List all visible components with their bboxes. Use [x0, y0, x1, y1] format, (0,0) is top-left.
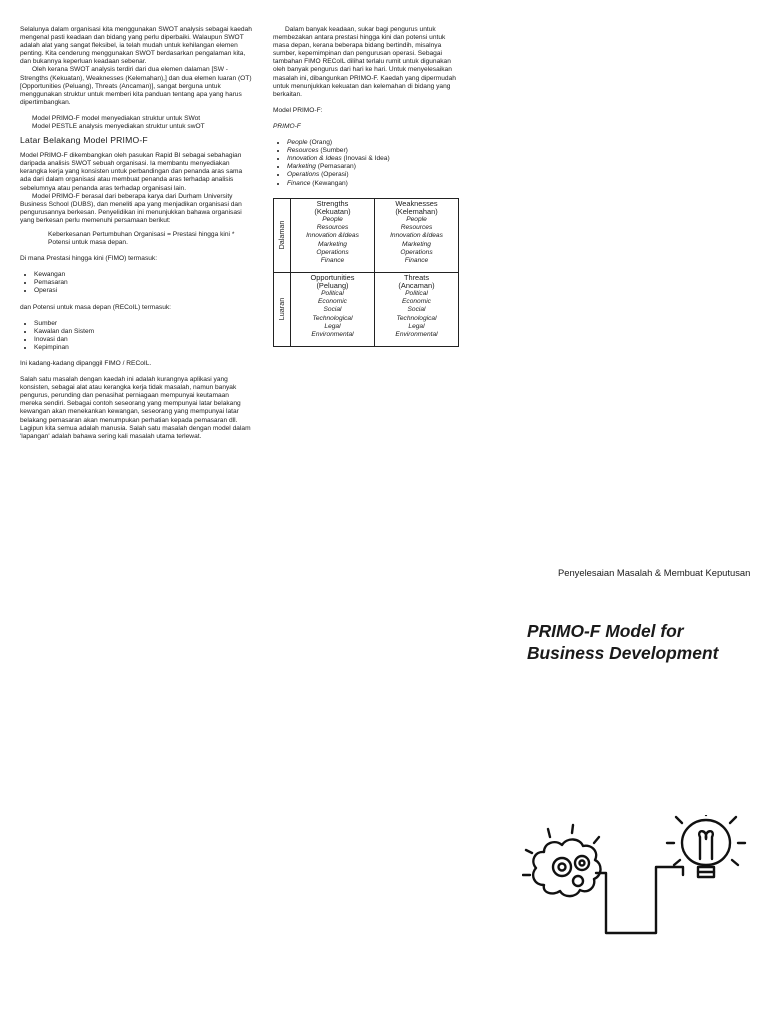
primo-structure-note: Model PRIMO-F model menyediakan struktur untuk SWot — [32, 114, 201, 122]
left-column — [20, 26, 252, 441]
background-heading: Latar Belakang Model PRIMO-F — [20, 135, 148, 146]
primo-origin-paragraph: Model PRIMO-F dikembangkan oleh pasukan Rapid BI sebagai sebahagian daripada analisis SWOT sebuah organisasi. Ia membantu menyediakan kerangka kerja yang konsisten untuk perbandingan dan penanda aras sama ada dari dalam organisasi atau membuat penanda aras terhadap analisis sebelumnya atau penanda aras terhadap organisasi lain. — [20, 152, 243, 192]
list-item: • Inovasi dan — [34, 336, 252, 344]
primo-title: PRIMO-F — [273, 122, 301, 130]
list-item: • Kawalan dan Sistem — [34, 328, 252, 336]
list-item: • Operations (Operasi) — [287, 171, 463, 179]
list-item: • Operasi — [34, 287, 252, 295]
brain-lightbulb-icon — [522, 815, 752, 940]
list-item: • Pemasaran — [34, 279, 252, 287]
list-item: • Marketing (Pemasaran) — [287, 163, 463, 171]
fimo-list — [20, 271, 252, 295]
list-item: • Finance (Kewangan) — [287, 180, 463, 188]
list-item: • Kepimpinan — [34, 344, 252, 352]
fimo-recoil-note: Ini kadang-kadang dipanggil FIMO / RECoIL. — [20, 360, 152, 367]
durham-paragraph: Model PRIMO-F berasal dari beberapa karya dari Durham University Business School (DUBS), dan meneliti apa yang menjadikan organisasi dan pengurusannya berkesan. Penyelidikan ini menunjukkan bahawa organisasi yang berkesan perlu memenuhi persamaan berikut: — [20, 192, 242, 224]
cover-subtitle: Penyelesaian Masalah & Membuat Keputusan — [558, 567, 751, 578]
effectiveness-equation: Keberkesanan Pertumbuhan Organisasi = Prestasi hingga kini * Potensi untuk masa depan. — [48, 230, 235, 247]
problem-paragraph: Salah satu masalah dengan kaedah ini adalah kurangnya aplikasi yang konsisten, sebagai alat atau kerangka kerja tidak masalah, namun banyak pengurus, perunding dan penasihat perniagaan mempunyai keutamaan mereka sendiri. Sebagai contoh seseorang yang mempunyai latar belakang kewangan akan menekankan kewangan, seseorang yang mempunyai latar belakang pemasaran akan menumpukan perhatian kepada pemasaran dll. Lagipun kita semua adalah manusia. Salah satu masalah dengan model dalam 'lapangan' adalah bahawa sering kali masalah utama terlewat. — [20, 376, 251, 440]
model-label: Model PRIMO-F: — [273, 106, 323, 114]
opportunities-cell: Opportunities (Peluang) Political Economic Social Technological Legal Environmental — [291, 272, 375, 346]
list-item: • Innovation & Ideas (Inovasi & Idea) — [287, 155, 463, 163]
swot-elements-paragraph: Oleh kerana SWOT analysis terdiri dari dua elemen dalaman [SW - Strengths (Kekuatan), Weaknesses (Kelemahan),] dan dua elemen luaran (OT) [Opportunities (Peluang), Threats (Ancaman)], sangat berguna untuk menggunakan struktur untuk memberi kita panduan tentang apa yang harus dipertimbangkan. — [20, 66, 252, 106]
recoil-intro: dan Potensi untuk masa depan (RECoIL) termasuk: — [20, 303, 172, 311]
pestle-structure-note: Model PESTLE analysis menyediakan struktur untuk swOT — [32, 123, 205, 131]
intro-paragraph: Selalunya dalam organisasi kita menggunakan SWOT analysis sebagai kaedah mengenal pasti keadaan dan bidang yang perlu diperbaiki. Walaupun SWOT adalah alat yang sangat fleksibel, ia telah mudah untuk kehilangan elemen penting. Kita cenderung menggunakan SWOT berdasarkan pengalaman kita, dan bukannya keperluan keadaan sebenar. — [20, 26, 252, 66]
fimo-intro: Di mana Prestasi hingga kini (FIMO) termasuk: — [20, 255, 158, 263]
overlap-paragraph: Dalam banyak keadaan, sukar bagi pengurus untuk membezakan antara prestasi hingga kini dan potensi untuk masa depan, kerana beberapa bidang bertindih, misalnya sumber, kepemimpinan dan pengurusan operasi. Sebagai tambahan FIMO RECoIL dilihat terlalu rumit untuk digunakan oleh banyak pengurus dari hari ke hari. Untuk menyelesaikan masalah ini, dibangunkan PRIMO-F. Kaedah yang dipermudah untuk menunjukkan kekuatan dan kelemahan di bidang yang berkaitan. — [273, 26, 456, 98]
cover-title: PRIMO-F Model for Business Development — [527, 621, 719, 663]
list-item: • Resources (Sumber) — [287, 147, 463, 155]
strengths-cell: Strengths (Kekuatan) People Resources Innovation &Ideas Marketing Operations Finance — [291, 198, 375, 272]
threats-cell: Threats (Ancaman) Political Economic Social Technological Legal Environmental — [375, 272, 459, 346]
list-item: • Kewangan — [34, 271, 252, 279]
swot-table — [273, 198, 459, 347]
right-column — [273, 26, 463, 347]
external-row-label: Luaran — [274, 272, 291, 346]
list-item: • People (Orang) — [287, 139, 463, 147]
recoil-list — [20, 320, 252, 352]
internal-row-label: Dalaman — [274, 198, 291, 272]
list-item: • Sumber — [34, 320, 252, 328]
primo-list — [273, 139, 463, 188]
weaknesses-cell: Weaknesses (Kelemahan) People Resources Innovation &Ideas Marketing Operations Finance — [375, 198, 459, 272]
